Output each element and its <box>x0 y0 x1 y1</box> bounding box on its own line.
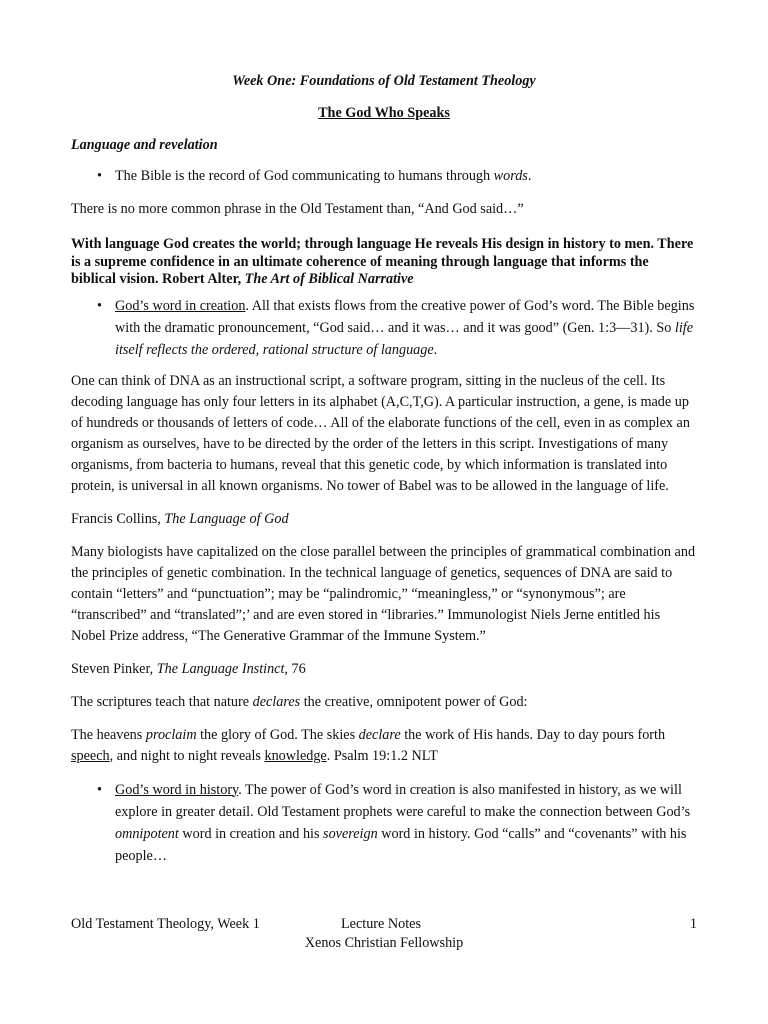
footer-course: Old Testament Theology, Week 1 <box>71 916 260 932</box>
footer-doc-type: Lecture Notes <box>341 916 421 932</box>
bullet-list-3 <box>71 779 697 867</box>
list-item: • The Bible is the record of God communicating to humans through words. <box>71 166 697 187</box>
bullet-icon: • <box>97 781 102 798</box>
block-quote: With language God creates the world; through language He reveals His design in history to men. There is a supreme confidence in an ultimate coherence of meaning through language that informs the biblical vision. Robert Alter, The Art of Biblical Narrative <box>71 236 694 287</box>
bullet-list-2 <box>71 295 697 361</box>
quote-source-title: The Art of Biblical Narrative <box>244 271 414 287</box>
paragraph: Many biologists have capitalized on the close parallel between the principles of grammatical combination and the principles of genetic combination. In the technical language of genetics, sequences of DNA are said to contain “letters” and “punctuation”; may be “palindromic,” “meaningless,” or “synonymous”; are “transcribed” and “translated”;’ and are even stored in “libraries.” Immunologist Niels Jerne entitled his Nobel Prize address, “The Generative Grammar of the Immune System.” <box>71 543 696 644</box>
bullet-icon: • <box>97 297 102 314</box>
page-footer <box>71 914 697 954</box>
bullet-list-1 <box>71 166 697 187</box>
footer-row <box>71 914 697 933</box>
page-subtitle: The God Who Speaks <box>318 105 450 121</box>
scripture-quote: The heavens proclaim the glory of God. The skies declare the work of His hands. Day to day pours forth speech, and night to night reveals knowledge. Psalm 19:1.2 NLT <box>71 726 666 764</box>
page-content <box>71 71 697 867</box>
citation: Francis Collins, The Language of God <box>71 510 289 527</box>
paragraph: There is no more common phrase in the Old Testament than, “And God said…” <box>71 201 524 217</box>
bullet-icon: • <box>97 168 102 184</box>
bullet-label: God’s word in creation <box>115 297 246 314</box>
citation: Steven Pinker, The Language Instinct, 76 <box>71 660 306 677</box>
list-item: • God’s word in history. The power of God’s word in creation is also manifested in history, as we will explore in greater detail. Old Testament prophets were careful to make the connection between God’s omnipotent word in creation and his sovereign word in history. God “calls” and “covenants” with his people… <box>71 779 697 867</box>
list-item: • God’s word in creation. All that exists flows from the creative power of God’s word. The Bible begins with the dramatic pronouncement, “God said… and it was… and it was good” (Gen. 1:3—31). So life itself reflects the ordered, rational structure of language. <box>71 295 697 361</box>
paragraph: One can think of DNA as an instructional script, a software program, sitting in the nucleus of the cell. Its decoding language has only four letters in its alphabet (A,C,T,G). A particular instruction, a gene, is made up of hundreds or thousands of letters of code… All of the elaborate functions of the cell, even in as complex an organism as ourselves, have to be directed by the order of the letters in this script. Investigations of many organisms, from bacteria to humans, reveal that this genetic code, by which information is translated into protein, is universal in all known organisms. No tower of Babel was to be allowed in the language of life. <box>71 372 690 494</box>
bullet-label: God’s word in history <box>115 781 239 798</box>
footer-organization: Xenos Christian Fellowship <box>304 935 464 951</box>
paragraph: The scriptures teach that nature declares the creative, omnipotent power of God: <box>71 693 528 710</box>
page-number: 1 <box>689 916 697 932</box>
section-heading: Language and revelation <box>71 137 218 153</box>
week-title: Week One: Foundations of Old Testament Theology <box>232 73 536 89</box>
